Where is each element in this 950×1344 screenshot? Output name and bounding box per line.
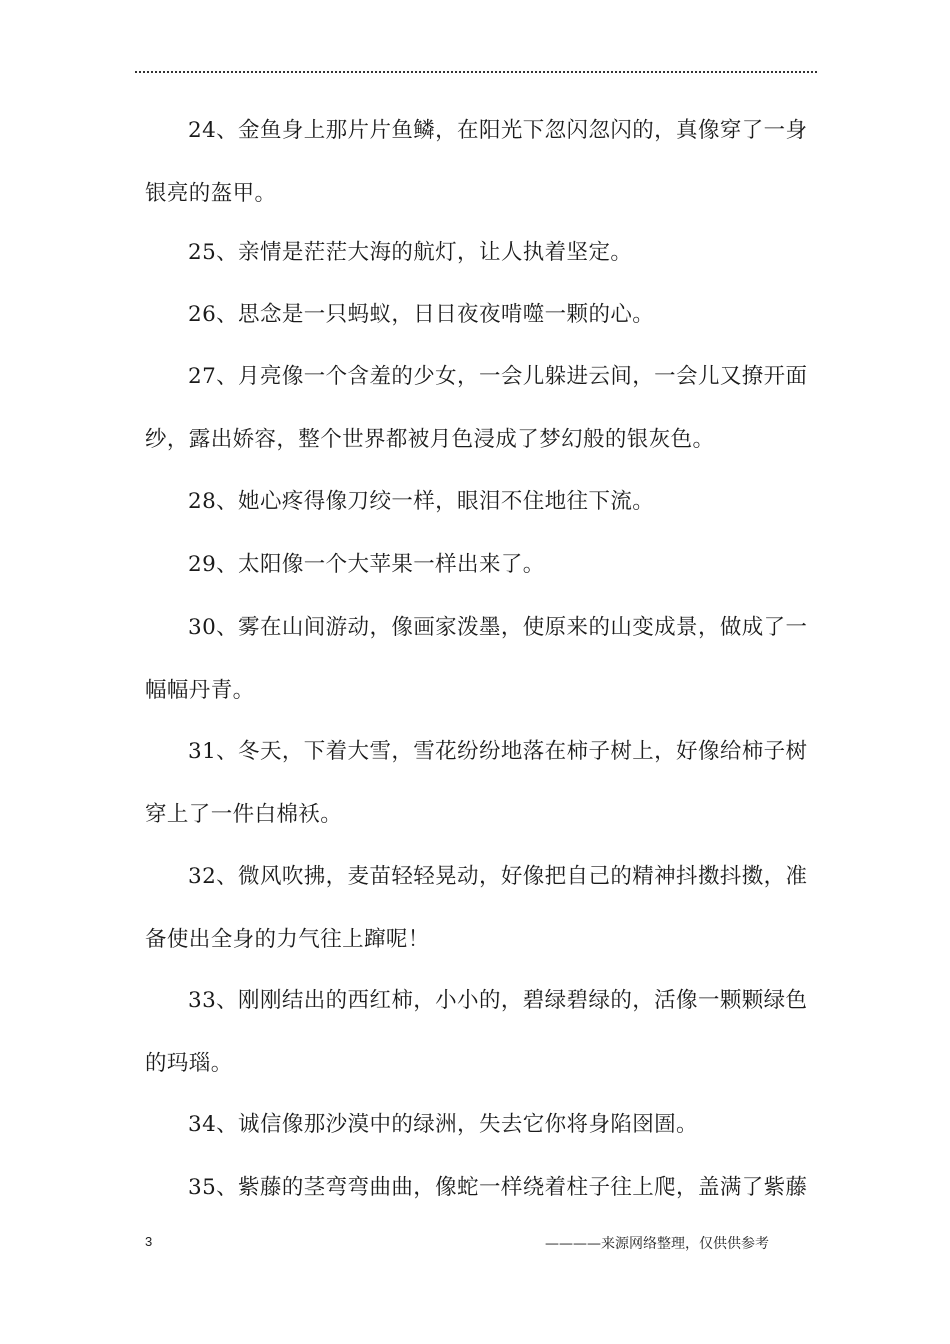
header-divider xyxy=(135,71,817,73)
page-number: 3 xyxy=(145,1234,153,1249)
paragraph-30: 30、雾在山间游动，像画家泼墨，使原来的山变成景，做成了一幅幅丹青。 xyxy=(145,615,808,703)
paragraph-32: 32、微风吹拂，麦苗轻轻晃动，好像把自己的精神抖擞抖擞，准备使出全身的力气往上蹿呢！ xyxy=(145,864,808,952)
paragraph-33: 33、刚刚结出的西红柿，小小的，碧绿碧绿的，活像一颗颗绿色的玛瑙。 xyxy=(145,988,808,1076)
paragraph-27: 27、月亮像一个含羞的少女，一会儿躲进云间，一会儿又撩开面纱，露出娇容，整个世界都被月色浸成了梦幻般的银灰色。 xyxy=(145,364,808,452)
paragraph-31: 31、冬天，下着大雪，雪花纷纷地落在柿子树上，好像给柿子树穿上了一件白棉袄。 xyxy=(145,739,808,827)
paragraph-25: 25、亲情是茫茫大海的航灯，让人执着坚定。 xyxy=(188,240,633,265)
paragraph-34: 34、诚信像那沙漠中的绿洲，失去它你将身陷囹圄。 xyxy=(188,1112,698,1137)
paragraph-28: 28、她心疼得像刀绞一样，眼泪不住地往下流。 xyxy=(188,489,655,514)
paragraph-29: 29、太阳像一个大苹果一样出来了。 xyxy=(188,552,545,577)
paragraph-26: 26、思念是一只蚂蚁，日日夜夜啃噬一颗的心。 xyxy=(188,302,655,327)
footer-source-note: ————来源网络整理，仅供供参考 xyxy=(545,1236,769,1252)
paragraph-24: 24、金鱼身上那片片鱼鳞，在阳光下忽闪忽闪的，真像穿了一身银亮的盔甲。 xyxy=(145,118,808,206)
paragraph-35: 35、紫藤的茎弯弯曲曲，像蛇一样绕着柱子往上爬，盖满了紫藤 xyxy=(188,1175,808,1200)
